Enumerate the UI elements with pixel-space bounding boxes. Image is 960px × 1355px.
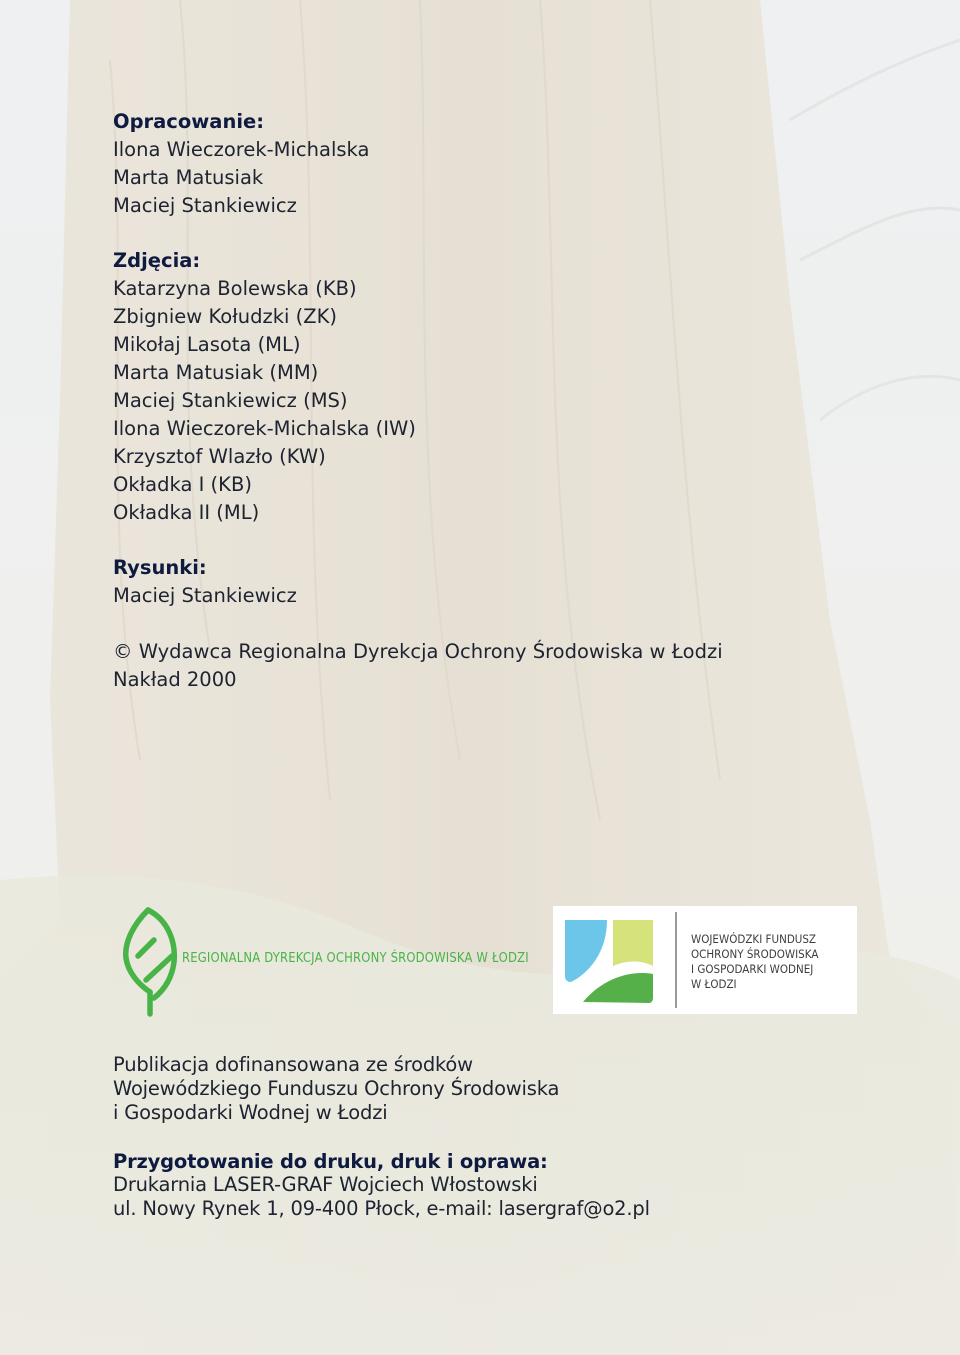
zdjecia-author: Mikołaj Lasota (ML) (113, 333, 301, 356)
print-heading: Przygotowanie do druku, druk i oprawa: (113, 1150, 548, 1173)
funding-line: Publikacja dofinansowana ze środków (113, 1053, 473, 1076)
rysunki-author: Maciej Stankiewicz (113, 584, 297, 607)
zdjecia-author: Katarzyna Bolewska (KB) (113, 277, 357, 300)
zdjecia-author: Okładka I (KB) (113, 473, 252, 496)
zdjecia-author: Ilona Wieczorek-Michalska (IW) (113, 417, 416, 440)
zdjecia-author: Maciej Stankiewicz (MS) (113, 389, 348, 412)
funding-line: Wojewódzkiego Funduszu Ochrony Środowiska (113, 1077, 560, 1100)
funding-line: i Gospodarki Wodnej w Łodzi (113, 1101, 388, 1124)
zdjecia-heading: Zdjęcia: (113, 249, 201, 272)
rdos-name: REGIONALNA DYREKCJA OCHRONY ŚRODOWISKA W ŁODZI (182, 950, 529, 966)
wfos-name: WOJEWÓDZKI FUNDUSZ OCHRONY ŚRODOWISKA I GOSPODARKI WODNEJ W ŁODZI (691, 932, 819, 991)
publisher-line: © Wydawca Regionalna Dyrekcja Ochrony Środowiska w Łodzi (113, 640, 723, 663)
print-run: Nakład 2000 (113, 668, 237, 691)
zdjecia-author: Krzysztof Wlazło (KW) (113, 445, 326, 468)
opracowanie-author: Maciej Stankiewicz (113, 194, 297, 217)
printer-address: ul. Nowy Rynek 1, 09-400 Płock, e-mail: lasergraf@o2.pl (113, 1197, 650, 1220)
zdjecia-author: Zbigniew Kołudzki (ZK) (113, 305, 337, 328)
zdjecia-author: Marta Matusiak (MM) (113, 361, 319, 384)
rdos-logo (120, 906, 529, 1018)
opracowanie-author: Ilona Wieczorek-Michalska (113, 138, 370, 161)
opracowanie-author: Marta Matusiak (113, 166, 264, 189)
printer-name: Drukarnia LASER-GRAF Wojciech Włostowski (113, 1173, 538, 1196)
rysunki-heading: Rysunki: (113, 556, 207, 579)
leaf-icon (120, 906, 180, 1018)
wfos-logo (553, 906, 857, 1014)
opracowanie-heading: Opracowanie: (113, 110, 265, 133)
zdjecia-author: Okładka II (ML) (113, 501, 260, 524)
wfos-emblem-icon (561, 910, 671, 1010)
